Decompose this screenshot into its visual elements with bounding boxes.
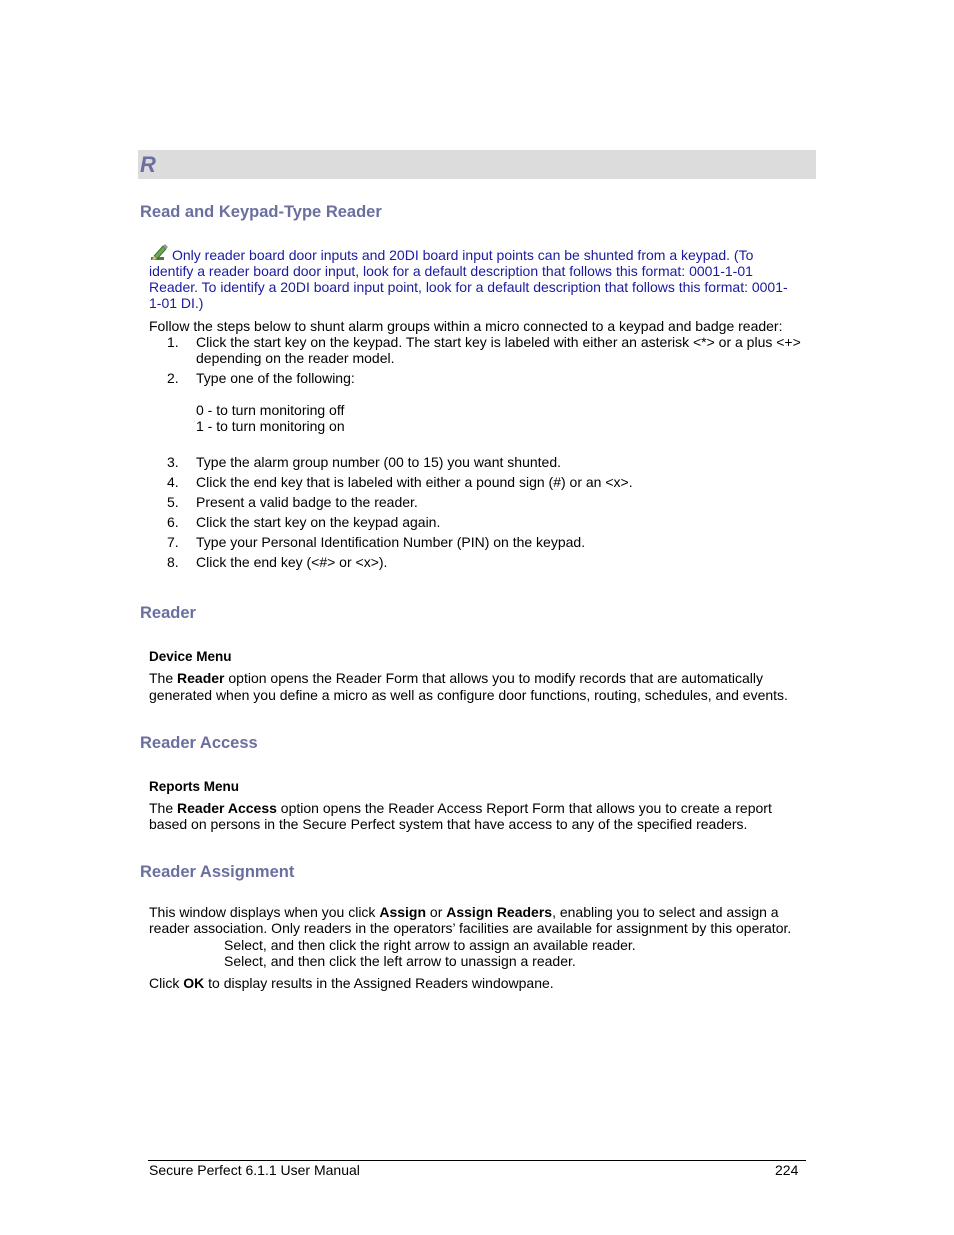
reader-access-desc-line: The Reader Access option opens the Reader Access Report Form that allows you to create a report: [149, 800, 772, 816]
step-text: Click the end key (<#> or <x>).: [196, 554, 388, 570]
footer-divider: [148, 1160, 806, 1161]
note-line: Only reader board door inputs and 20DI board input points can be shunted from a keypad. (To: [172, 247, 754, 263]
note-line: Reader. To identify a 20DI board input point, look for a default description that follows this format: 0001-: [149, 279, 788, 295]
heading-reader: Reader: [140, 604, 196, 622]
step-number: 1.: [167, 334, 179, 350]
step-number: 5.: [167, 494, 179, 510]
heading-read-keypad: Read and Keypad-Type Reader: [140, 203, 382, 221]
option-text: 0 - to turn monitoring off: [196, 402, 345, 418]
step-text: Type your Personal Identification Number (PIN) on the keypad.: [196, 534, 586, 550]
heading-reader-assignment: Reader Assignment: [140, 863, 295, 881]
intro-text: Follow the steps below to shunt alarm groups within a micro connected to a keypad and badge reader:: [149, 318, 783, 334]
reader-desc-line: generated when you define a micro as well as configure door functions, routing, schedules, and events.: [149, 687, 788, 703]
reader-desc-line: The Reader option opens the Reader Form that allows you to modify records that are automatically: [149, 670, 763, 686]
section-letter: R: [140, 152, 156, 177]
step-number: 3.: [167, 454, 179, 470]
step-text: Click the end key that is labeled with either a pound sign (#) or an <x>.: [196, 474, 633, 490]
step-text: Click the start key on the keypad again.: [196, 514, 441, 530]
step-text: Type the alarm group number (00 to 15) you want shunted.: [196, 454, 561, 470]
page-number: 224: [775, 1162, 799, 1178]
note-line: identify a reader board door input, look for a default description that follows this format: 0001-1-01: [149, 263, 753, 279]
step-number: 7.: [167, 534, 179, 550]
footer-title: Secure Perfect 6.1.1 User Manual: [149, 1162, 360, 1178]
reader-access-desc-line: based on persons in the Secure Perfect system that have access to any of the specified readers.: [149, 816, 748, 832]
assignment-line: Click OK to display results in the Assigned Readers windowpane.: [149, 975, 554, 991]
step-text: depending on the reader model.: [196, 350, 395, 366]
assignment-line: Select, and then click the right arrow to assign an available reader.: [224, 937, 636, 953]
step-number: 4.: [167, 474, 179, 490]
step-number: 2.: [167, 370, 179, 386]
step-text: Present a valid badge to the reader.: [196, 494, 418, 510]
menu-label: Reports Menu: [149, 779, 240, 794]
step-text: Click the start key on the keypad. The start key is labeled with either an asterisk <*> or a plus <+>: [196, 334, 801, 350]
step-text: Type one of the following:: [196, 370, 355, 386]
assignment-line: This window displays when you click Assign or Assign Readers, enabling you to select and assign a: [149, 904, 779, 920]
pencil-note-icon: [150, 243, 169, 262]
step-number: 8.: [167, 554, 179, 570]
note-line: 1-01 DI.): [149, 295, 204, 311]
assignment-line: Select, and then click the left arrow to unassign a reader.: [224, 953, 576, 969]
option-text: 1 - to turn monitoring on: [196, 418, 345, 434]
section-bar: [138, 150, 816, 179]
menu-label: Device Menu: [149, 649, 232, 664]
step-number: 6.: [167, 514, 179, 530]
assignment-line: reader association. Only readers in the operators’ facilities are available for assignment by this operator.: [149, 920, 792, 936]
heading-reader-access: Reader Access: [140, 734, 258, 752]
